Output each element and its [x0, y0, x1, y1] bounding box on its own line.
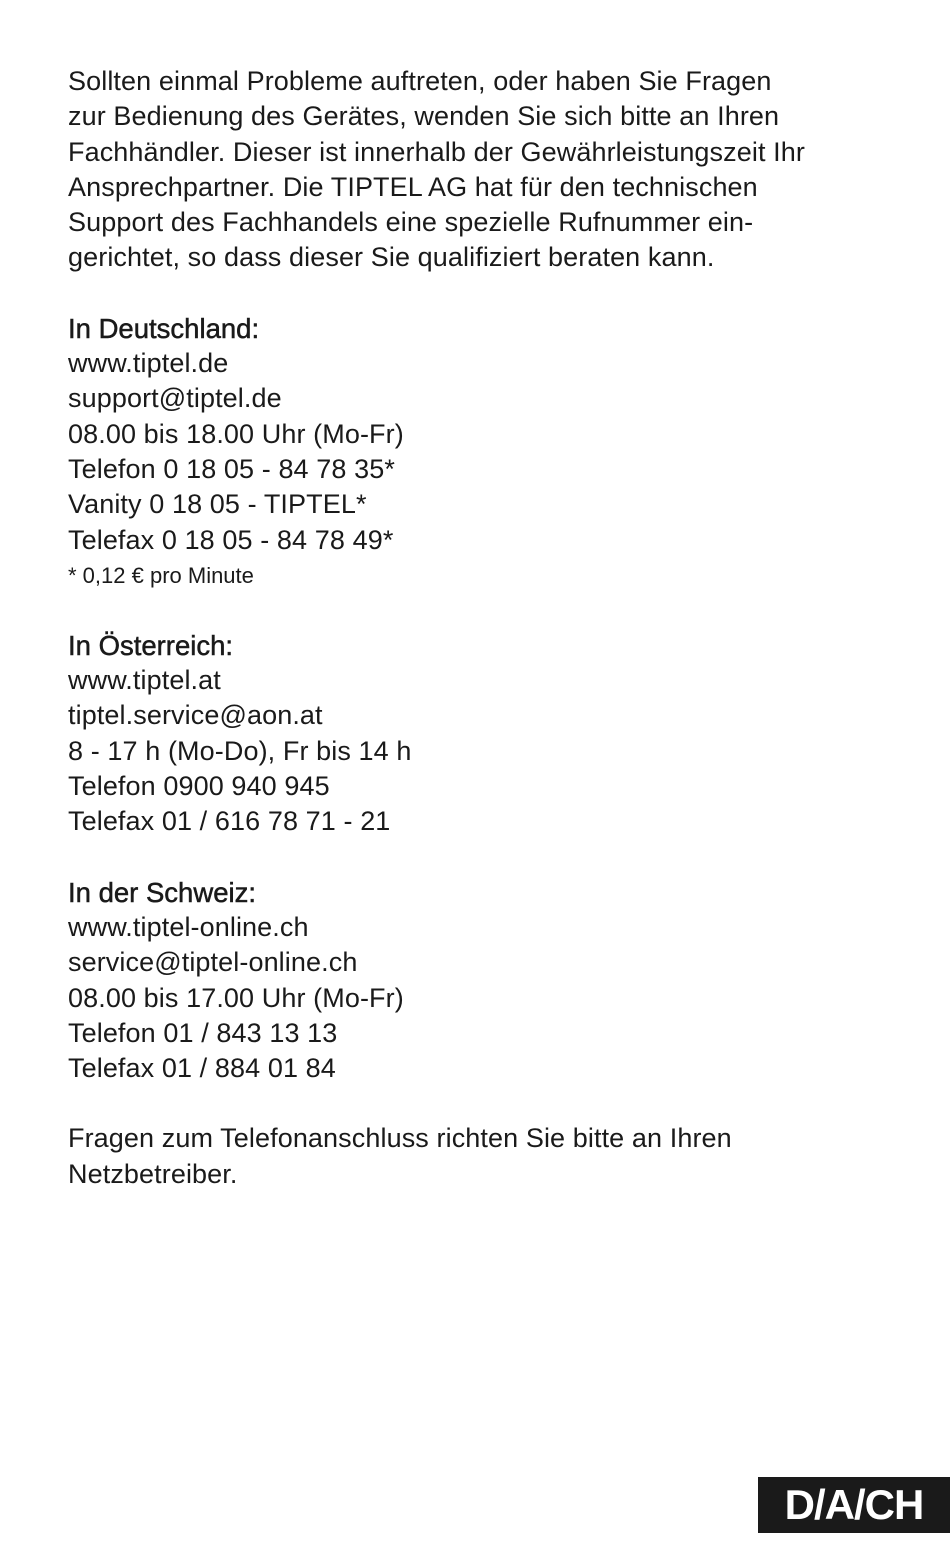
section-title-germany: In Deutschland:	[68, 312, 260, 344]
austria-email: tiptel.service@aon.at	[68, 700, 323, 731]
intro-line: Fachhändler. Dieser ist innerhalb der Gewährleistungszeit Ihr	[68, 136, 805, 167]
austria-fax: Telefax 01 / 616 78 71 - 21	[68, 806, 391, 837]
switzerland-fax: Telefax 01 / 884 01 84	[68, 1053, 336, 1084]
austria-hours: 8 - 17 h (Mo-Do), Fr bis 14 h	[68, 735, 412, 766]
germany-footnote: * 0,12 € pro Minute	[68, 562, 254, 588]
germany-hours: 08.00 bis 18.00 Uhr (Mo-Fr)	[68, 418, 404, 449]
intro-line: Sollten einmal Probleme auftreten, oder haben Sie Fragen	[68, 66, 772, 96]
austria-phone: Telefon 0900 940 945	[68, 771, 330, 802]
region-badge: D/A/CH	[758, 1477, 950, 1533]
switzerland-hours: 08.00 bis 17.00 Uhr (Mo-Fr)	[68, 982, 404, 1013]
germany-web-link: www.tiptel.de	[68, 348, 229, 379]
austria-web-link: www.tiptel.at	[68, 665, 221, 696]
intro-line: gerichtet, so dass dieser Sie qualifiziert beraten kann.	[68, 242, 715, 273]
germany-phone: Telefon 0 18 05 - 84 78 35*	[68, 453, 395, 484]
germany-vanity: Vanity 0 18 05 - TIPTEL*	[68, 489, 367, 520]
switzerland-email: service@tiptel-online.ch	[68, 947, 358, 978]
intro-line: Ansprechpartner. Die TIPTEL AG hat für den technischen	[68, 171, 758, 202]
section-switzerland	[68, 875, 888, 1087]
section-title-switzerland: In der Schweiz:	[68, 876, 257, 908]
closing-paragraph	[68, 1121, 888, 1192]
section-germany	[68, 311, 888, 593]
switzerland-phone: Telefon 01 / 843 13 13	[68, 1017, 338, 1048]
intro-line: zur Bedienung des Gerätes, wenden Sie sich bitte an Ihren	[68, 101, 780, 132]
intro-paragraph	[68, 64, 888, 276]
germany-fax: Telefax 0 18 05 - 84 78 49*	[68, 524, 394, 555]
closing-line: Netzbetreiber.	[68, 1158, 238, 1189]
document-body	[68, 64, 888, 1192]
section-title-austria: In Österreich:	[68, 629, 234, 661]
intro-line: Support des Fachhandels eine spezielle Rufnummer ein-	[68, 207, 754, 238]
section-austria	[68, 628, 888, 840]
switzerland-web-link: www.tiptel-online.ch	[68, 911, 309, 942]
germany-email: support@tiptel.de	[68, 383, 282, 414]
closing-line: Fragen zum Telefonanschluss richten Sie bitte an Ihren	[68, 1123, 732, 1154]
